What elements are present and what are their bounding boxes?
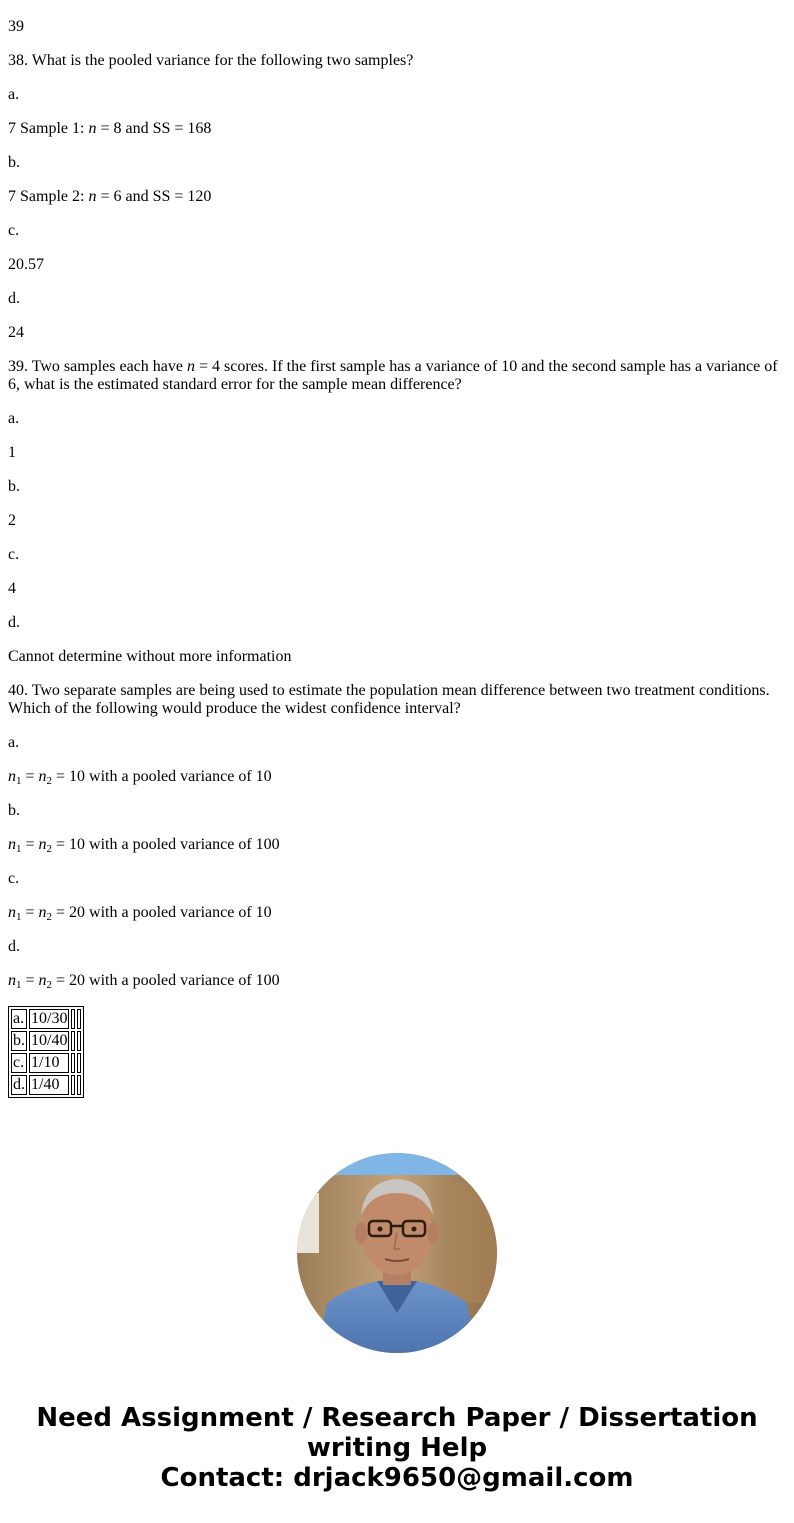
option-label: d.: [8, 938, 20, 955]
option-text: $n_1 = n_2 = 20$ with a pooled variance of 10: [8, 904, 272, 923]
option-text: 7 Sample 1: n = 8 and SS = 168: [8, 120, 212, 137]
table-cell-empty: [71, 1009, 75, 1029]
table-cell-empty: [77, 1053, 81, 1073]
contact-banner: [0, 1403, 794, 1493]
option-text: Cannot determine without more information: [8, 648, 292, 665]
question-39: 39. Two samples each have n = 4 scores. If the first sample has a variance of 10 and the second sample has a variance of 6, what is the estimated standard error for the sample mean difference?: [8, 358, 778, 393]
question-38: 38. What is the pooled variance for the following two samples?: [8, 52, 414, 69]
option-label: c.: [8, 546, 20, 563]
option-label: b.: [8, 154, 20, 171]
table-cell-value: 10/40: [31, 1032, 68, 1049]
table-cell-label: c.: [11, 1053, 27, 1073]
option-text: $n_1 = n_2 = 20$ with a pooled variance of 100: [8, 972, 280, 991]
table-row: [11, 1075, 81, 1095]
option-text: 7 Sample 2: n = 6 and SS = 120: [8, 188, 212, 205]
table-cell-empty: [77, 1075, 81, 1095]
option-text: 4: [8, 580, 16, 597]
table-cell-empty: [77, 1031, 81, 1051]
table-cell-empty: [77, 1009, 81, 1029]
document-body: [8, 0, 786, 1098]
option-label: c.: [8, 870, 20, 887]
cta-line: writing Help: [306, 1433, 488, 1463]
table-cell-empty: [71, 1031, 75, 1051]
table-row: [11, 1009, 81, 1029]
table-cell-value: 1/10: [29, 1053, 69, 1073]
option-label: [8, 0, 786, 2]
option-text: 20.57: [8, 256, 44, 273]
cta-line: Need Assignment / Research Paper / Dissertation: [36, 1403, 758, 1433]
option-text: 24: [8, 324, 24, 341]
contact-email: Contact: drjack9650@gmail.com: [160, 1463, 634, 1493]
table-cell-label: b.: [13, 1032, 25, 1049]
option-text: $n_1 = n_2 = 10$ with a pooled variance of 10: [8, 768, 272, 787]
table-cell-label: a.: [11, 1009, 27, 1029]
table-cell-empty: [71, 1075, 75, 1095]
table-cell-value: 10/30: [31, 1010, 68, 1027]
option-text: $n_1 = n_2 = 10$ with a pooled variance of 100: [8, 836, 280, 855]
table-cell-empty: [71, 1053, 75, 1073]
option-label: b.: [8, 478, 20, 495]
option-text: 39: [8, 18, 24, 35]
option-label: b.: [8, 802, 20, 819]
option-label: c.: [8, 222, 20, 239]
option-label: a.: [8, 86, 20, 103]
avatar: [297, 1153, 497, 1353]
portrait-photo: [297, 1153, 497, 1353]
table-cell-value: 1/40: [29, 1075, 69, 1095]
option-text: 1: [8, 444, 16, 461]
option-label: a.: [8, 734, 20, 751]
answer-table: [8, 1006, 84, 1098]
option-label: a.: [8, 410, 20, 427]
question-40: 40. Two separate samples are being used to estimate the population mean difference between two treatment conditions. Which of the following would produce the widest confidence interval?: [8, 682, 770, 717]
option-label: d.: [8, 290, 20, 307]
table-cell-label: d.: [13, 1076, 25, 1093]
option-label: d.: [8, 614, 20, 631]
option-text: 2: [8, 512, 16, 529]
table-row: [11, 1053, 81, 1073]
table-row: [11, 1031, 81, 1051]
